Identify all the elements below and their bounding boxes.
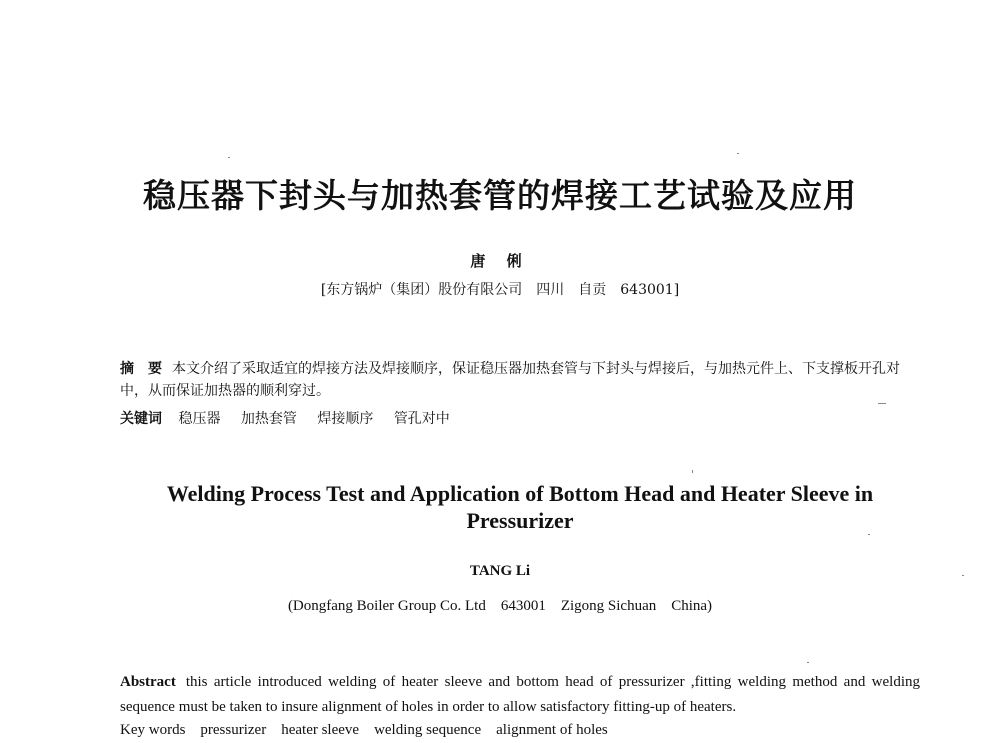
chinese-abstract: [120, 358, 920, 402]
chinese-keyword: 稳压器: [178, 411, 221, 427]
chinese-keywords-label: 关键词: [120, 411, 162, 427]
chinese-keyword: 管孔对中: [393, 411, 450, 427]
english-author: TANG Li: [469, 563, 531, 579]
english-title: Welding Process Test and Application of Bottom Head and Heater Sleeve in Pressurizer: [166, 481, 874, 533]
chinese-affiliation: [东方锅炉（集团）股份有限公司 四川 自贡 643001]: [320, 282, 680, 298]
chinese-keywords: [120, 408, 920, 430]
english-keywords-cutoff: Key words pressurizer heater sleeve welding sequence alignment of holes: [120, 722, 608, 738]
chinese-abstract-text: 本文介绍了采取适宜的焊接方法及焊接顺序，保证稳压器加热套管与下封头与焊接后，与加热元件上、下支撑板开孔对中，从而保证加热器的顺利穿过。: [120, 361, 900, 399]
english-abstract: [120, 670, 920, 720]
chinese-keyword: 加热套管: [240, 411, 297, 427]
english-affiliation: (Dongfang Boiler Group Co. Ltd 643001 Zigong Sichuan China): [287, 598, 713, 614]
english-abstract-label: Abstract: [120, 674, 176, 690]
chinese-abstract-label: 摘 要: [120, 361, 162, 377]
scan-speck: [737, 153, 739, 154]
chinese-author: 唐 俐: [470, 252, 530, 270]
chinese-keyword: 焊接顺序: [317, 411, 374, 427]
scan-speck: [692, 470, 693, 473]
scan-speck: [878, 403, 886, 404]
scan-speck: [807, 662, 809, 663]
english-abstract-text: this article introduced welding of heater sleeve and bottom head of pressurizer ,fitting welding method and welding sequence must be taken to insure alignment of holes in order to allow satisfactory fitting-up of heaters.: [120, 674, 920, 715]
chinese-title: 稳压器下封头与加热套管的焊接工艺试验及应用: [143, 176, 857, 215]
scan-speck: [962, 575, 964, 576]
scan-speck: [868, 534, 870, 535]
scan-speck: [228, 157, 230, 158]
